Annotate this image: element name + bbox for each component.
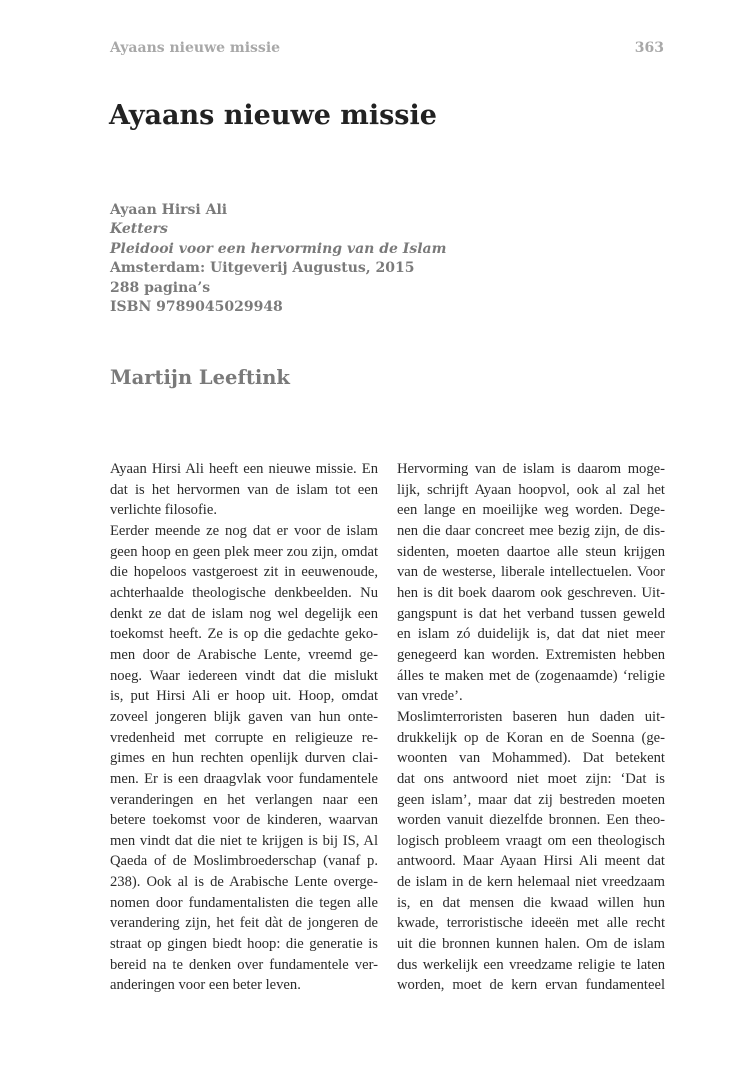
text-line: Ayaan Hirsi Ali heeft een nieuwe missie. En (110, 461, 378, 477)
book-title: Ketters (110, 221, 168, 238)
book-publisher: Amsterdam: Uitgeverij Augustus, 2015 (110, 260, 415, 277)
text-line: de islam in de kern helemaal niet vreedzaam (397, 874, 665, 891)
text-line: verlichte filosofie. (110, 502, 217, 519)
text-line: Eerder meende ze nog dat er voor de islam (110, 522, 378, 539)
text-line: gimes en hun rechten openlijk durven clai- (110, 750, 378, 767)
bibliography (110, 201, 446, 317)
book-author: Ayaan Hirsi Ali (110, 202, 228, 218)
text-line: nomen door fundamentalisten die tegen alle (110, 894, 378, 911)
text-line: die hopeloos vastgeroest zit in eeuwenoude, (110, 564, 378, 581)
text-line: drukkelijk op de Koran en de Soenna (ge- (397, 729, 665, 746)
text-line: noeg. Waar iedereen vindt dat die mislukt (110, 667, 378, 684)
body-column-left (110, 459, 378, 996)
text-line: verandering zijn, het feit dàt de jongeren de (110, 915, 378, 932)
body-column-right (397, 459, 665, 996)
text-line: álles te maken met de (zogenaamde) ‘religie (397, 667, 665, 684)
text-line: veranderingen en het verlangen naar een (110, 791, 378, 808)
text-line: is, put Hirsi Ali er hoop uit. Hoop, omdat (110, 688, 378, 705)
text-line: dat is het hervormen van de islam tot een (110, 481, 378, 498)
book-pages: 288 pagina’s (110, 279, 211, 296)
text-line: zoveel jongeren blijk gaven van hun onte- (110, 708, 378, 725)
text-line: lijk, schrijft Ayaan hoopvol, ook al zal het (397, 481, 665, 498)
text-line: straat op gingen biedt hoop: die generatie is (110, 936, 378, 953)
text-line: dat ons antwoord niet moet zijn: ‘Dat is (397, 770, 665, 787)
text-line: Hervorming van de islam is daarom moge- (397, 461, 665, 477)
text-line: is, en dat mensen die kwaad willen hun (397, 894, 665, 911)
text-line: men door de Arabische Lente, vreemd ge- (110, 646, 378, 663)
text-line: geen islam’, maar dat zij bestreden moeten (397, 791, 665, 808)
book-isbn: ISBN 9789045029948 (110, 299, 283, 316)
book-subtitle: Pleidooi voor een hervorming van de Islam (110, 240, 447, 257)
text-line: men. Er is een draagvlak voor fundamentele (110, 770, 378, 787)
text-line: geen hoop en geen plek meer zou zijn, omdat (110, 543, 378, 560)
text-line: Qaeda of de Moslimbroederschap (vanaf p. (110, 853, 378, 870)
text-line: toekomst heeft. Ze is op die gedachte geko- (110, 626, 378, 643)
text-line: worden vanuit diezelfde bronnen. Een theo- (397, 812, 665, 829)
text-line: vredenheid met corrupte en religieuze re- (110, 729, 378, 746)
running-head (110, 40, 664, 56)
text-line: 238). Ook al is de Arabische Lente overge- (110, 874, 378, 891)
text-line: van de westerse, liberale intellectuelen. Voor (397, 564, 665, 581)
text-line: betere toekomst voor de kinderen, waarvan (110, 812, 378, 829)
text-line: een lange en moeilijke weg worden. Dege- (397, 502, 665, 519)
article-title: Ayaans nieuwe missie (109, 100, 437, 131)
text-line: logisch probleem vraagt om een theologisch (397, 832, 665, 849)
text-line: denkt ze dat de islam nog wel degelijk een (110, 605, 378, 622)
text-line: antwoord. Maar Ayaan Hirsi Ali meent dat (397, 853, 665, 870)
text-line: nen die daar concreet mee bezig zijn, de dis- (397, 522, 665, 539)
text-line: uit die bronnen kunnen halen. Om de islam (397, 936, 665, 953)
text-line: men vindt dat die niet te krijgen is bij IS, Al (110, 832, 378, 849)
text-line: sidenten, moeten daartoe alle steun krijgen (397, 543, 665, 560)
text-line: kwade, terroristische ideeën met alle recht (397, 915, 665, 932)
text-line: en islam zó duidelijk is, dat dat niet meer (397, 626, 665, 643)
page-number: 363 (634, 40, 664, 56)
text-line: van vrede’. (397, 688, 463, 705)
text-line: achterhaalde theologische denkbeelden. Nu (110, 584, 378, 601)
text-line: worden, moet de kern ervan fundamenteel (397, 977, 665, 994)
reviewer-name: Martijn Leeftink (110, 366, 290, 389)
running-head-title: Ayaans nieuwe missie (110, 40, 281, 56)
text-line: bereid na te denken over fundamentele ver- (110, 956, 378, 973)
text-line: anderingen voor een beter leven. (110, 977, 301, 994)
text-line: gangspunt is dat het verband tussen geweld (397, 605, 665, 622)
text-line: Moslimterroristen baseren hun daden uit- (397, 708, 665, 725)
text-line: hen is dit boek daarom ook geschreven. Uit- (397, 584, 665, 601)
text-line: dus werkelijk een vreedzame religie te laten (397, 956, 665, 973)
text-line: woonten van Mohammed). Dat betekent (397, 750, 665, 767)
text-line: genegeerd kan worden. Extremisten hebben (397, 646, 665, 663)
